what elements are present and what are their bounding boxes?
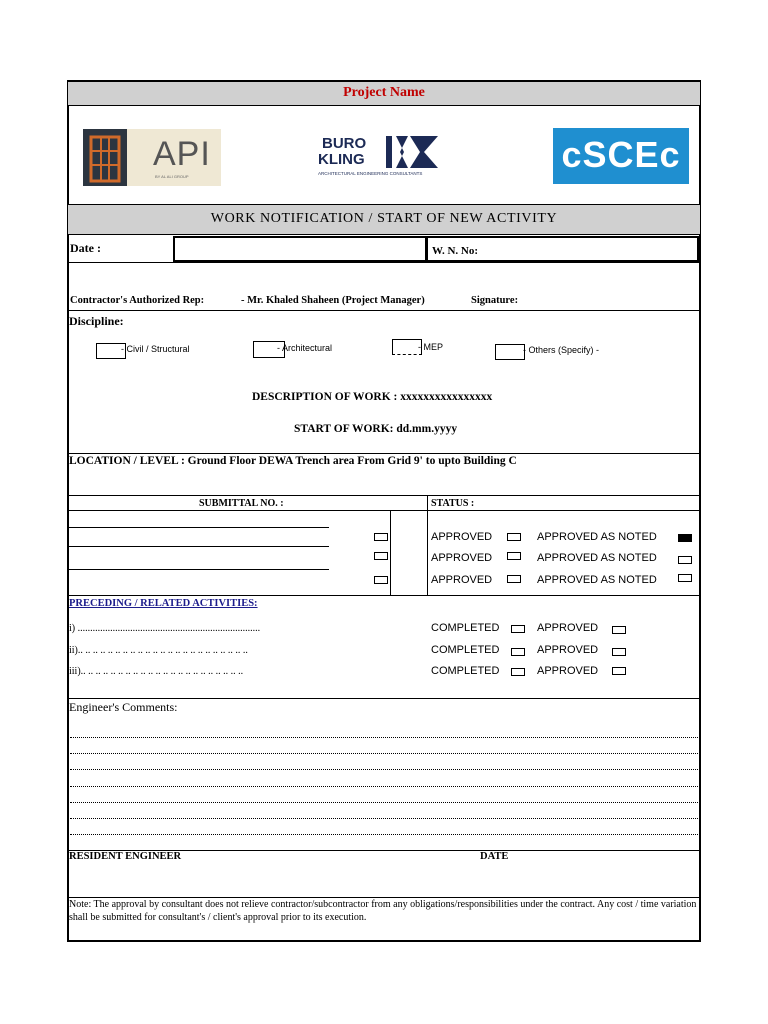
preceding-approved-checkbox[interactable] (612, 626, 626, 634)
status-approved-noted-label: APPROVED AS NOTED (537, 531, 657, 543)
api-logo-sub: BY AL ALI GROUP (155, 174, 189, 179)
submittal-row-line (68, 527, 329, 528)
approval-note: Note: The approval by consultant does not relieve contractor/subcontractor from any obligations/responsibilities under the contract. Any cost / time variation shall be submitted for consultant's / client's approval prior to its execution. (69, 899, 697, 923)
contractor-rep-label: Contractor's Authorized Rep: (70, 295, 205, 306)
date-field[interactable] (173, 236, 427, 262)
submittal-no-header: SUBMITTAL NO. : (199, 498, 284, 509)
comment-line[interactable] (70, 834, 700, 835)
submittal-row-checkbox[interactable] (374, 533, 388, 541)
status-approved-noted-checkbox[interactable] (678, 574, 692, 582)
kling-k-icon (386, 136, 438, 168)
preceding-completed-checkbox[interactable] (511, 648, 525, 656)
preceding-completed-checkbox[interactable] (511, 668, 525, 676)
discipline-label: Discipline: (69, 314, 124, 328)
comment-line[interactable] (70, 818, 700, 819)
status-approved-checkbox[interactable] (507, 575, 521, 583)
comment-line[interactable] (70, 769, 700, 770)
signature-label: Signature: (471, 295, 519, 306)
preceding-row-label: ii).. .. .. .. .. .. .. .. .. .. .. .. .. .. .. .. .. .. .. .. .. .. .. (69, 645, 248, 656)
status-approved-noted-checkbox[interactable] (678, 534, 692, 542)
comment-line[interactable] (70, 802, 700, 803)
preceding-approved-checkbox[interactable] (612, 667, 626, 675)
submittal-row-checkbox[interactable] (374, 576, 388, 584)
buro-kling-logo (318, 134, 443, 180)
buro-logo-sub: ARCHITECTURAL ENGINEERING CONSULTANTS (318, 171, 423, 176)
start-of-work: START OF WORK: dd.mm.yyyy (294, 423, 458, 435)
api-logo (83, 129, 221, 186)
resident-engineer-label: RESIDENT ENGINEER (69, 851, 182, 862)
preceding-completed-checkbox[interactable] (511, 625, 525, 633)
civil-structural-label: - Civil / Structural (121, 344, 190, 354)
comment-line[interactable] (70, 753, 700, 754)
status-header: STATUS : (431, 498, 475, 509)
status-approved-checkbox[interactable] (507, 552, 521, 560)
api-building-icon (83, 129, 127, 186)
location-level: LOCATION / LEVEL : Ground Floor DEWA Trench area From Grid 9' to upto Building C (69, 455, 517, 467)
project-name: Project Name (343, 85, 425, 100)
preceding-approved-label: APPROVED (537, 644, 599, 656)
buro-logo-line1: BURO (322, 135, 367, 152)
mep-label: - MEP (418, 342, 444, 352)
preceding-completed-label: COMPLETED (431, 644, 500, 656)
form-title: WORK NOTIFICATION / START OF NEW ACTIVITY (210, 211, 558, 226)
submittal-row-line (68, 546, 329, 547)
engineers-comments-label: Engineer's Comments: (69, 700, 178, 714)
preceding-completed-label: COMPLETED (431, 622, 500, 634)
preceding-activities-title: PRECEDING / RELATED ACTIVITIES: (69, 598, 258, 609)
status-approved-noted-checkbox[interactable] (678, 556, 692, 564)
preceding-approved-checkbox[interactable] (612, 648, 626, 656)
preceding-approved-label: APPROVED (537, 622, 599, 634)
cscec-logo-text: cSCEc (561, 134, 681, 175)
comment-line[interactable] (70, 737, 700, 738)
status-approved-label: APPROVED (431, 574, 493, 586)
wn-no-label: W. N. No: (432, 245, 479, 257)
preceding-row-label: i) ......................................................................... (69, 623, 261, 634)
status-approved-label: APPROVED (431, 531, 493, 543)
preceding-approved-label: APPROVED (537, 665, 599, 677)
preceding-row-label: iii).. .. .. .. .. .. .. .. .. .. .. .. .. .. .. .. .. .. .. .. .. .. (69, 666, 244, 677)
description-of-work: DESCRIPTION OF WORK : xxxxxxxxxxxxxxxx (252, 391, 493, 403)
date-signoff-label: DATE (480, 851, 509, 862)
api-logo-text: API (153, 135, 211, 173)
status-approved-checkbox[interactable] (507, 533, 521, 541)
submittal-row-line (68, 569, 329, 570)
preceding-completed-label: COMPLETED (431, 665, 500, 677)
date-label: Date : (70, 241, 101, 255)
comment-line[interactable] (70, 786, 700, 787)
contractor-rep-value: - Mr. Khaled Shaheen (Project Manager) (241, 295, 425, 306)
status-approved-noted-label: APPROVED AS NOTED (537, 574, 657, 586)
cscec-logo (553, 128, 689, 184)
buro-logo-line2: KLING (318, 151, 365, 168)
architectural-label: - Architectural (277, 343, 333, 353)
others-label: - Others (Specify) - (523, 345, 600, 355)
status-approved-noted-label: APPROVED AS NOTED (537, 552, 657, 564)
submittal-row-checkbox[interactable] (374, 552, 388, 560)
status-approved-label: APPROVED (431, 552, 493, 564)
others-checkbox[interactable] (495, 344, 525, 360)
